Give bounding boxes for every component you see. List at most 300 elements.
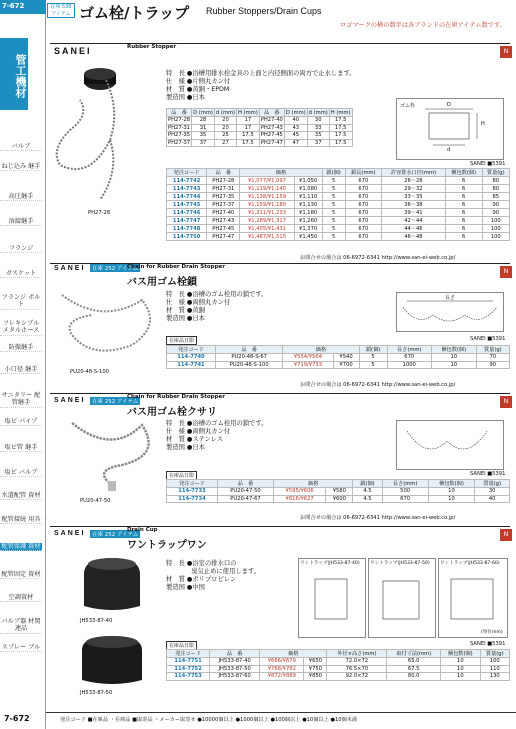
table-cell: 10 xyxy=(431,361,476,369)
product-title: ワントラップワン xyxy=(127,540,207,551)
table-header: 梱包数(個) xyxy=(431,346,476,354)
spec-line: 製造国 ●日本 xyxy=(166,315,205,322)
table-cell: 130 xyxy=(480,673,509,681)
chain-diagram xyxy=(396,292,504,332)
spec-line: 材 質 ●黄銅・EPDM xyxy=(166,86,230,93)
header-note: ロゴマークの横の数字は各ブランドの在庫アイテム数です。 xyxy=(340,22,506,29)
table-header: 鎖長(mm) xyxy=(345,169,381,177)
table-header: 梱包数(個) xyxy=(428,480,475,488)
table-row[interactable] xyxy=(167,354,510,362)
table-cell: 4.5 xyxy=(353,495,382,503)
sidebar-item[interactable]: フランジ ボルト xyxy=(1,294,41,309)
sidebar-item[interactable]: 配管固定 資材 xyxy=(1,571,41,578)
price-cell: ¥580 xyxy=(326,488,353,496)
table-row[interactable] xyxy=(167,209,510,217)
table-cell: 72.0×72 xyxy=(327,658,387,666)
table-header: 発注コード xyxy=(167,169,207,177)
sidebar-item[interactable]: 配管接続 用具 xyxy=(1,516,41,523)
stock-count-badge: 在庫 252 アイテム xyxy=(92,266,139,272)
table-header: 価格 xyxy=(240,169,322,177)
sidebar-item[interactable]: サニタリー 配管継手 xyxy=(1,392,41,407)
table-cell: 10 xyxy=(431,354,476,362)
table-cell: 40 xyxy=(284,117,307,125)
table-cell: 500 xyxy=(382,488,428,496)
spec-line: 特 長 ●浴室の排水口の xyxy=(166,560,237,567)
price-cell: ¥1,159/¥1,180 xyxy=(240,201,294,209)
contact-info: お問合せの場合は 06-6972-6341 http://www.san-ei-web.co.jp/ xyxy=(300,382,456,388)
brand-logo: SANEI xyxy=(54,46,92,56)
spec-list xyxy=(166,70,356,102)
table-cell: JH533-87-40 xyxy=(210,658,260,666)
catalog-ref: SANEI ■5391 xyxy=(470,336,506,342)
table-row[interactable] xyxy=(167,361,510,369)
price-cell: ¥600 xyxy=(326,495,353,503)
diagram-title: ワントラップ(JH533-87-50) xyxy=(370,561,430,566)
dim-header: d (mm) xyxy=(215,109,236,116)
spec-line: 特 長 ●浴槽用排水栓金具の上面と内径側面の両方で止水します。 xyxy=(166,70,356,77)
spec-list xyxy=(166,291,267,323)
table-cell: PH27-43 xyxy=(207,217,240,225)
dim-header: H (mm) xyxy=(330,109,351,116)
footer-divider xyxy=(46,712,516,713)
price-cell: ¥872/¥889 xyxy=(260,673,304,681)
new-icon: N xyxy=(500,46,512,58)
chain-image xyxy=(52,415,160,495)
sidebar-item[interactable]: 水道配管 資材 xyxy=(1,492,41,499)
sidebar-item[interactable]: 塩ビ バルブ xyxy=(0,469,42,477)
table-cell: 29〜32 xyxy=(382,185,446,193)
table-cell: 17 xyxy=(237,117,260,125)
spec-line: 特 長 ●浴槽のゴム栓用の鎖です。 xyxy=(166,291,268,298)
price-cell: ¥768/¥782 xyxy=(260,665,304,673)
table-cell: 17.5 xyxy=(237,139,260,147)
table-row[interactable] xyxy=(167,665,510,673)
order-code: 114-7740 xyxy=(167,354,216,362)
price-cell: ¥666/¥679 xyxy=(260,658,304,666)
spec-line: 材 質 ●ポリプロピレン xyxy=(166,576,237,583)
table-cell: 10 xyxy=(428,495,475,503)
table-cell: 670 xyxy=(345,209,381,217)
new-icon: N xyxy=(500,266,512,278)
table-cell: 40 xyxy=(475,495,510,503)
price-cell: ¥1,487/¥1,515 xyxy=(240,233,294,241)
table-cell: 28 xyxy=(192,117,215,125)
contact-info: お問合せの場合は 06-6972-6341 http://www.san-ei-web.co.jp/ xyxy=(300,515,456,521)
table-cell: 6 xyxy=(445,225,482,233)
table-cell: 6 xyxy=(445,177,482,185)
table-cell: PU20-47-67 xyxy=(217,495,273,503)
table-cell: 6 xyxy=(445,233,482,241)
table-cell: 65.0 xyxy=(387,658,441,666)
table-cell: 20 xyxy=(214,124,236,132)
table-cell: 80 xyxy=(482,177,509,185)
table-row[interactable] xyxy=(167,233,510,241)
sidebar-item[interactable]: 小口径 継手 xyxy=(0,366,42,374)
page-title: ゴム栓/トラップ xyxy=(79,4,190,22)
order-code: 114-7742 xyxy=(167,177,207,185)
price-cell: ¥1,405/¥1,431 xyxy=(240,225,294,233)
table-row[interactable] xyxy=(167,488,510,496)
table-cell: PH27-31 xyxy=(168,124,191,131)
product-table xyxy=(166,345,510,369)
table-row[interactable] xyxy=(167,177,510,185)
table-cell: 45 xyxy=(284,132,307,140)
stock-count-badge: 在庫 252 アイテム xyxy=(92,399,139,405)
table-cell: 670 xyxy=(345,225,381,233)
table-cell: 76.5×70 xyxy=(327,665,387,673)
contact-info: お問合せの場合は 06-6972-6341 http://www.san-ei-web.co.jp/ xyxy=(300,255,456,261)
table-cell: 25 xyxy=(214,132,236,140)
table-header: 価格 xyxy=(283,346,359,354)
price-cell: ¥700 xyxy=(333,361,359,369)
table-header: 発注コード xyxy=(167,650,210,658)
price-cell: ¥595/¥606 xyxy=(274,488,326,496)
table-header: 長さ(mm) xyxy=(387,346,431,354)
table-cell: PU20-48-S-100 xyxy=(215,361,282,369)
table-row[interactable] xyxy=(167,658,510,666)
section-label: Chain for Rubber Drain Stopper xyxy=(127,394,225,400)
dim-header: D (mm) xyxy=(193,109,213,116)
table-header: 梱包数(個) xyxy=(441,650,480,658)
table-row[interactable] xyxy=(167,495,510,503)
table-cell: JH533-87-60 xyxy=(210,673,260,681)
drain-cup-image xyxy=(72,554,152,614)
brand-logo: SANEI xyxy=(54,397,86,404)
table-cell: PH27-35 xyxy=(168,132,191,139)
new-icon: N xyxy=(500,529,512,541)
chain-diagram xyxy=(396,420,504,470)
price-cell: ¥1,260 xyxy=(294,217,322,225)
table-header: 鎖(個) xyxy=(322,169,345,177)
table-cell: PH27-47 xyxy=(260,140,283,147)
product-image-caption: JH533-87-50 xyxy=(80,690,113,696)
spec-line: 臭気止めに使用します。 xyxy=(166,568,260,575)
section-divider xyxy=(50,393,510,394)
sidebar-item[interactable]: 塩ビ管 継手 xyxy=(0,444,42,452)
table-cell: 90 xyxy=(482,209,509,217)
table-cell: PH27-47 xyxy=(207,233,240,241)
catalog-ref: SANEI ■5391 xyxy=(470,161,506,167)
section-divider xyxy=(50,526,510,527)
spec-line: 特 長 ●浴槽のゴム栓用の鎖です。 xyxy=(166,420,268,427)
table-cell: 30 xyxy=(475,488,510,496)
table-cell: PH27-37 xyxy=(168,140,191,147)
table-cell: 17.5 xyxy=(329,124,352,132)
section-label: Rubber Stopper xyxy=(127,44,177,50)
price-cell: ¥1,080 xyxy=(294,185,322,193)
order-code: 114-7751 xyxy=(167,658,210,666)
table-cell: 17.5 xyxy=(329,117,352,125)
stopper-diagram xyxy=(396,98,504,160)
sidebar-item[interactable]: 配管保護 資材 xyxy=(1,543,41,550)
table-header: 鎖(個) xyxy=(359,346,387,354)
table-cell: 1000 xyxy=(387,361,431,369)
table-cell: 33 xyxy=(307,124,329,132)
table-header: 品 番 xyxy=(215,346,282,354)
table-cell: 5 xyxy=(322,185,345,193)
table-row[interactable] xyxy=(167,201,510,209)
order-code: 114-7741 xyxy=(167,361,216,369)
table-row xyxy=(167,124,353,132)
product-table xyxy=(166,168,510,241)
product-title: バス用ゴム栓クサリ xyxy=(127,407,217,418)
table-cell: 5 xyxy=(322,209,345,217)
table-cell: 5 xyxy=(322,225,345,233)
table-header: 長さ(mm) xyxy=(382,480,428,488)
order-code: 114-7747 xyxy=(167,217,207,225)
diagram-label: d xyxy=(447,147,451,153)
table-cell: 10 xyxy=(441,665,480,673)
table-header: 発注コード xyxy=(167,346,216,354)
diagram-title: ワントラップ(JH533-87-60) xyxy=(440,561,500,566)
stock-count-badge: 在庫 252 アイテム xyxy=(92,532,139,538)
table-cell: 17.5 xyxy=(329,139,352,147)
price-cell: ¥650 xyxy=(304,658,327,666)
table-row[interactable] xyxy=(167,673,510,681)
stock-tag: 在庫品日限 xyxy=(166,336,197,345)
drain-cup-image xyxy=(72,632,152,688)
spec-line: 仕 様 ●片側丸カン付 xyxy=(166,78,231,85)
spec-line: 製造国 ●日本 xyxy=(166,94,205,101)
table-cell: 37 xyxy=(192,139,215,147)
price-cell: ¥540 xyxy=(333,354,359,362)
price-cell: ¥850 xyxy=(304,673,327,681)
table-cell: 6 xyxy=(445,209,482,217)
table-cell: 46〜48 xyxy=(382,233,446,241)
table-cell: 670 xyxy=(382,495,428,503)
table-header: 品 番 xyxy=(217,480,273,488)
price-cell: ¥1,180 xyxy=(294,209,322,217)
table-cell: 70 xyxy=(476,354,509,362)
table-cell: 5 xyxy=(322,177,345,185)
dim-header: 品 番 xyxy=(259,109,284,117)
price-cell: ¥1,119/¥1,140 xyxy=(240,185,294,193)
order-code: 114-7746 xyxy=(167,209,207,217)
spec-line: 材 質 ●ステンレス xyxy=(166,436,224,443)
sidebar-item[interactable]: バルブ xyxy=(0,143,42,151)
order-code: 114-7750 xyxy=(167,233,207,241)
sidebar-item[interactable]: 空調資材 xyxy=(0,594,42,602)
price-cell: ¥719/¥733 xyxy=(283,361,333,369)
table-row[interactable] xyxy=(167,217,510,225)
table-cell: 31 xyxy=(192,124,215,132)
price-cell: ¥1,211/¥1,233 xyxy=(240,209,294,217)
table-cell: PH27-35 xyxy=(207,193,240,201)
diagram-title: ワントラップ(JH533-87-40) xyxy=(300,561,360,566)
cup-diagram xyxy=(368,558,436,638)
catalog-ref: SANEI ■5391 xyxy=(470,641,506,647)
table-cell: 100 xyxy=(482,225,509,233)
brand-logo: SANEI xyxy=(54,265,86,272)
product-image-caption: PU20-47-50 xyxy=(80,498,111,504)
table-header: 価格 xyxy=(260,650,327,658)
table-cell: PH27-40 xyxy=(260,117,283,124)
table-cell: 17 xyxy=(237,124,260,132)
dimension-table xyxy=(166,108,353,147)
table-cell: PH27-28 xyxy=(207,177,240,185)
order-code: 114-7744 xyxy=(167,193,207,201)
table-cell: PH27-31 xyxy=(207,185,240,193)
dim-header: d (mm) xyxy=(308,109,328,116)
sidebar-category: 管工機材 xyxy=(0,38,28,110)
footer-page-number: 7-672 xyxy=(4,714,30,723)
table-cell: 670 xyxy=(345,193,381,201)
table-cell: 35 xyxy=(307,132,329,140)
diagram-label: D xyxy=(447,102,451,108)
price-cell: ¥554/¥564 xyxy=(283,354,333,362)
table-cell: 10 xyxy=(441,658,480,666)
table-cell: 100 xyxy=(482,217,509,225)
catalog-ref: SANEI ■5391 xyxy=(470,471,506,477)
table-header: 発注コード xyxy=(167,480,218,488)
table-cell: PH27-40 xyxy=(207,209,240,217)
table-cell: 10 xyxy=(428,488,475,496)
price-cell: ¥1,110 xyxy=(294,193,322,201)
table-cell: 6 xyxy=(445,193,482,201)
table-header: 鎖(個) xyxy=(353,480,382,488)
cup-diagram xyxy=(298,558,366,638)
table-cell: 670 xyxy=(387,354,431,362)
price-cell: ¥1,077/¥1,097 xyxy=(240,177,294,185)
table-header: 質量(g) xyxy=(480,650,509,658)
table-cell: 5 xyxy=(322,201,345,209)
table-cell: 6 xyxy=(445,185,482,193)
sidebar-item[interactable]: フレキシブル メタルホース xyxy=(0,320,42,336)
table-cell: 47 xyxy=(284,139,307,147)
stock-tag: 在庫品日限 xyxy=(166,641,197,650)
spec-line: 製造国 ●日本 xyxy=(166,444,205,451)
sidebar-item[interactable]: ガスケット xyxy=(0,270,42,278)
rubber-stopper-image xyxy=(50,60,130,210)
sidebar-item[interactable]: ねじ込み 継手 xyxy=(1,163,41,170)
page-number: 7-672 xyxy=(2,2,25,10)
table-cell: 80 xyxy=(482,185,509,193)
table-row[interactable] xyxy=(167,185,510,193)
spec-line: 仕 様 ●両側丸カン付 xyxy=(166,428,231,435)
section-divider xyxy=(50,43,510,44)
diagram-label: 長さ xyxy=(445,295,456,301)
price-cell: ¥1,370 xyxy=(294,225,322,233)
price-cell: ¥1,289/¥1,317 xyxy=(240,217,294,225)
table-row xyxy=(167,139,353,147)
table-cell: 5 xyxy=(322,217,345,225)
table-cell: 10 xyxy=(441,673,480,681)
table-header: 質量(g) xyxy=(475,480,510,488)
spec-line: 製造国 ●中国 xyxy=(166,584,205,591)
table-cell: 17.5 xyxy=(237,132,260,140)
table-header: 品 番 xyxy=(207,169,240,177)
table-cell: PH27-28 xyxy=(168,117,191,124)
table-row[interactable] xyxy=(167,225,510,233)
product-image-caption: JH533-87-40 xyxy=(80,618,113,624)
sidebar-item[interactable]: 高圧継手 xyxy=(0,193,42,201)
table-cell: 92.0×72 xyxy=(327,673,387,681)
table-cell: 39〜41 xyxy=(382,209,446,217)
price-cell: ¥1,138/¥1,159 xyxy=(240,193,294,201)
table-header: 品 番 xyxy=(210,650,260,658)
price-cell: ¥616/¥627 xyxy=(274,495,326,503)
order-code: 114-7752 xyxy=(167,665,210,673)
table-header: 外径×高さ(mm) xyxy=(327,650,387,658)
table-cell: 44〜46 xyxy=(382,225,446,233)
order-code: 114-7753 xyxy=(167,673,210,681)
table-cell: PH27-43 xyxy=(260,124,283,131)
table-cell: 670 xyxy=(345,177,381,185)
price-cell: ¥750 xyxy=(304,665,327,673)
table-header: 質量(g) xyxy=(476,346,509,354)
table-cell: 35 xyxy=(192,132,215,140)
table-cell: 110 xyxy=(480,665,509,673)
stock-tag: 在庫品日限 xyxy=(166,471,197,480)
spec-line: 仕 様 ●両側丸カン付 xyxy=(166,299,231,306)
table-cell: 100 xyxy=(480,658,509,666)
price-cell: ¥1,050 xyxy=(294,177,322,185)
diagram-label: ゴム栓 xyxy=(400,103,416,109)
table-cell: PU20-47-50 xyxy=(217,488,273,496)
sidebar-item[interactable]: 塩ビ パイプ xyxy=(0,418,42,426)
table-cell: 30 xyxy=(307,117,329,125)
table-header: 許容排水口径(mm) xyxy=(382,169,446,177)
order-code: 114-7733 xyxy=(167,488,218,496)
table-cell: 5 xyxy=(359,361,387,369)
table-cell: 85 xyxy=(482,193,509,201)
table-cell: 37 xyxy=(307,139,329,147)
sidebar-item[interactable]: スプレー ブル xyxy=(1,644,41,651)
product-image-caption: PU20-48-S-100 xyxy=(70,369,109,375)
new-icon: N xyxy=(500,396,512,408)
table-row xyxy=(167,132,353,140)
spec-line: 材 質 ●黄銅 xyxy=(166,307,205,314)
table-cell: 670 xyxy=(345,217,381,225)
order-code: 114-7745 xyxy=(167,201,207,209)
sidebar-item[interactable]: バルブ器 材関連品 xyxy=(1,618,41,633)
table-cell: 6 xyxy=(445,201,482,209)
table-cell: 20 xyxy=(214,117,236,125)
table-header: 価格 xyxy=(274,480,353,488)
table-cell: 100 xyxy=(482,233,509,241)
order-code: 114-7748 xyxy=(167,225,207,233)
table-header: 取付寸法(mm) xyxy=(387,650,441,658)
section-label: Chain for Rubber Drain Stopper xyxy=(127,264,225,270)
price-cell: ¥1,130 xyxy=(294,201,322,209)
table-cell: 80.0 xyxy=(387,673,441,681)
table-cell: 17.5 xyxy=(329,132,352,140)
chain-image xyxy=(52,285,160,365)
sidebar-item[interactable]: フランジ xyxy=(0,245,42,253)
spec-list xyxy=(166,420,267,452)
sidebar-item[interactable]: 防振継手 xyxy=(0,344,42,352)
page-subtitle: Rubber Stoppers/Drain Cups xyxy=(206,6,322,16)
table-cell: 5 xyxy=(359,354,387,362)
price-cell: ¥1,450 xyxy=(294,233,322,241)
table-cell: JH533-87-50 xyxy=(210,665,260,673)
table-header: 質量(g) xyxy=(482,169,509,177)
diagram-label: H xyxy=(481,121,485,127)
sidebar-item[interactable]: 溶接継手 xyxy=(0,218,42,226)
stock-badge: 在庫 536アイテム xyxy=(47,3,75,18)
table-cell: 67.5 xyxy=(387,665,441,673)
table-cell: 5 xyxy=(322,233,345,241)
table-header: 梱包数(個) xyxy=(445,169,482,177)
order-code: 114-7743 xyxy=(167,185,207,193)
table-row[interactable] xyxy=(167,193,510,201)
product-table xyxy=(166,479,510,503)
table-cell: PH27-45 xyxy=(207,225,240,233)
spec-list xyxy=(166,560,260,592)
diagram-unit: (単位mm) xyxy=(481,630,503,635)
dim-header: H (mm) xyxy=(238,109,258,116)
table-cell: 27 xyxy=(214,139,236,147)
